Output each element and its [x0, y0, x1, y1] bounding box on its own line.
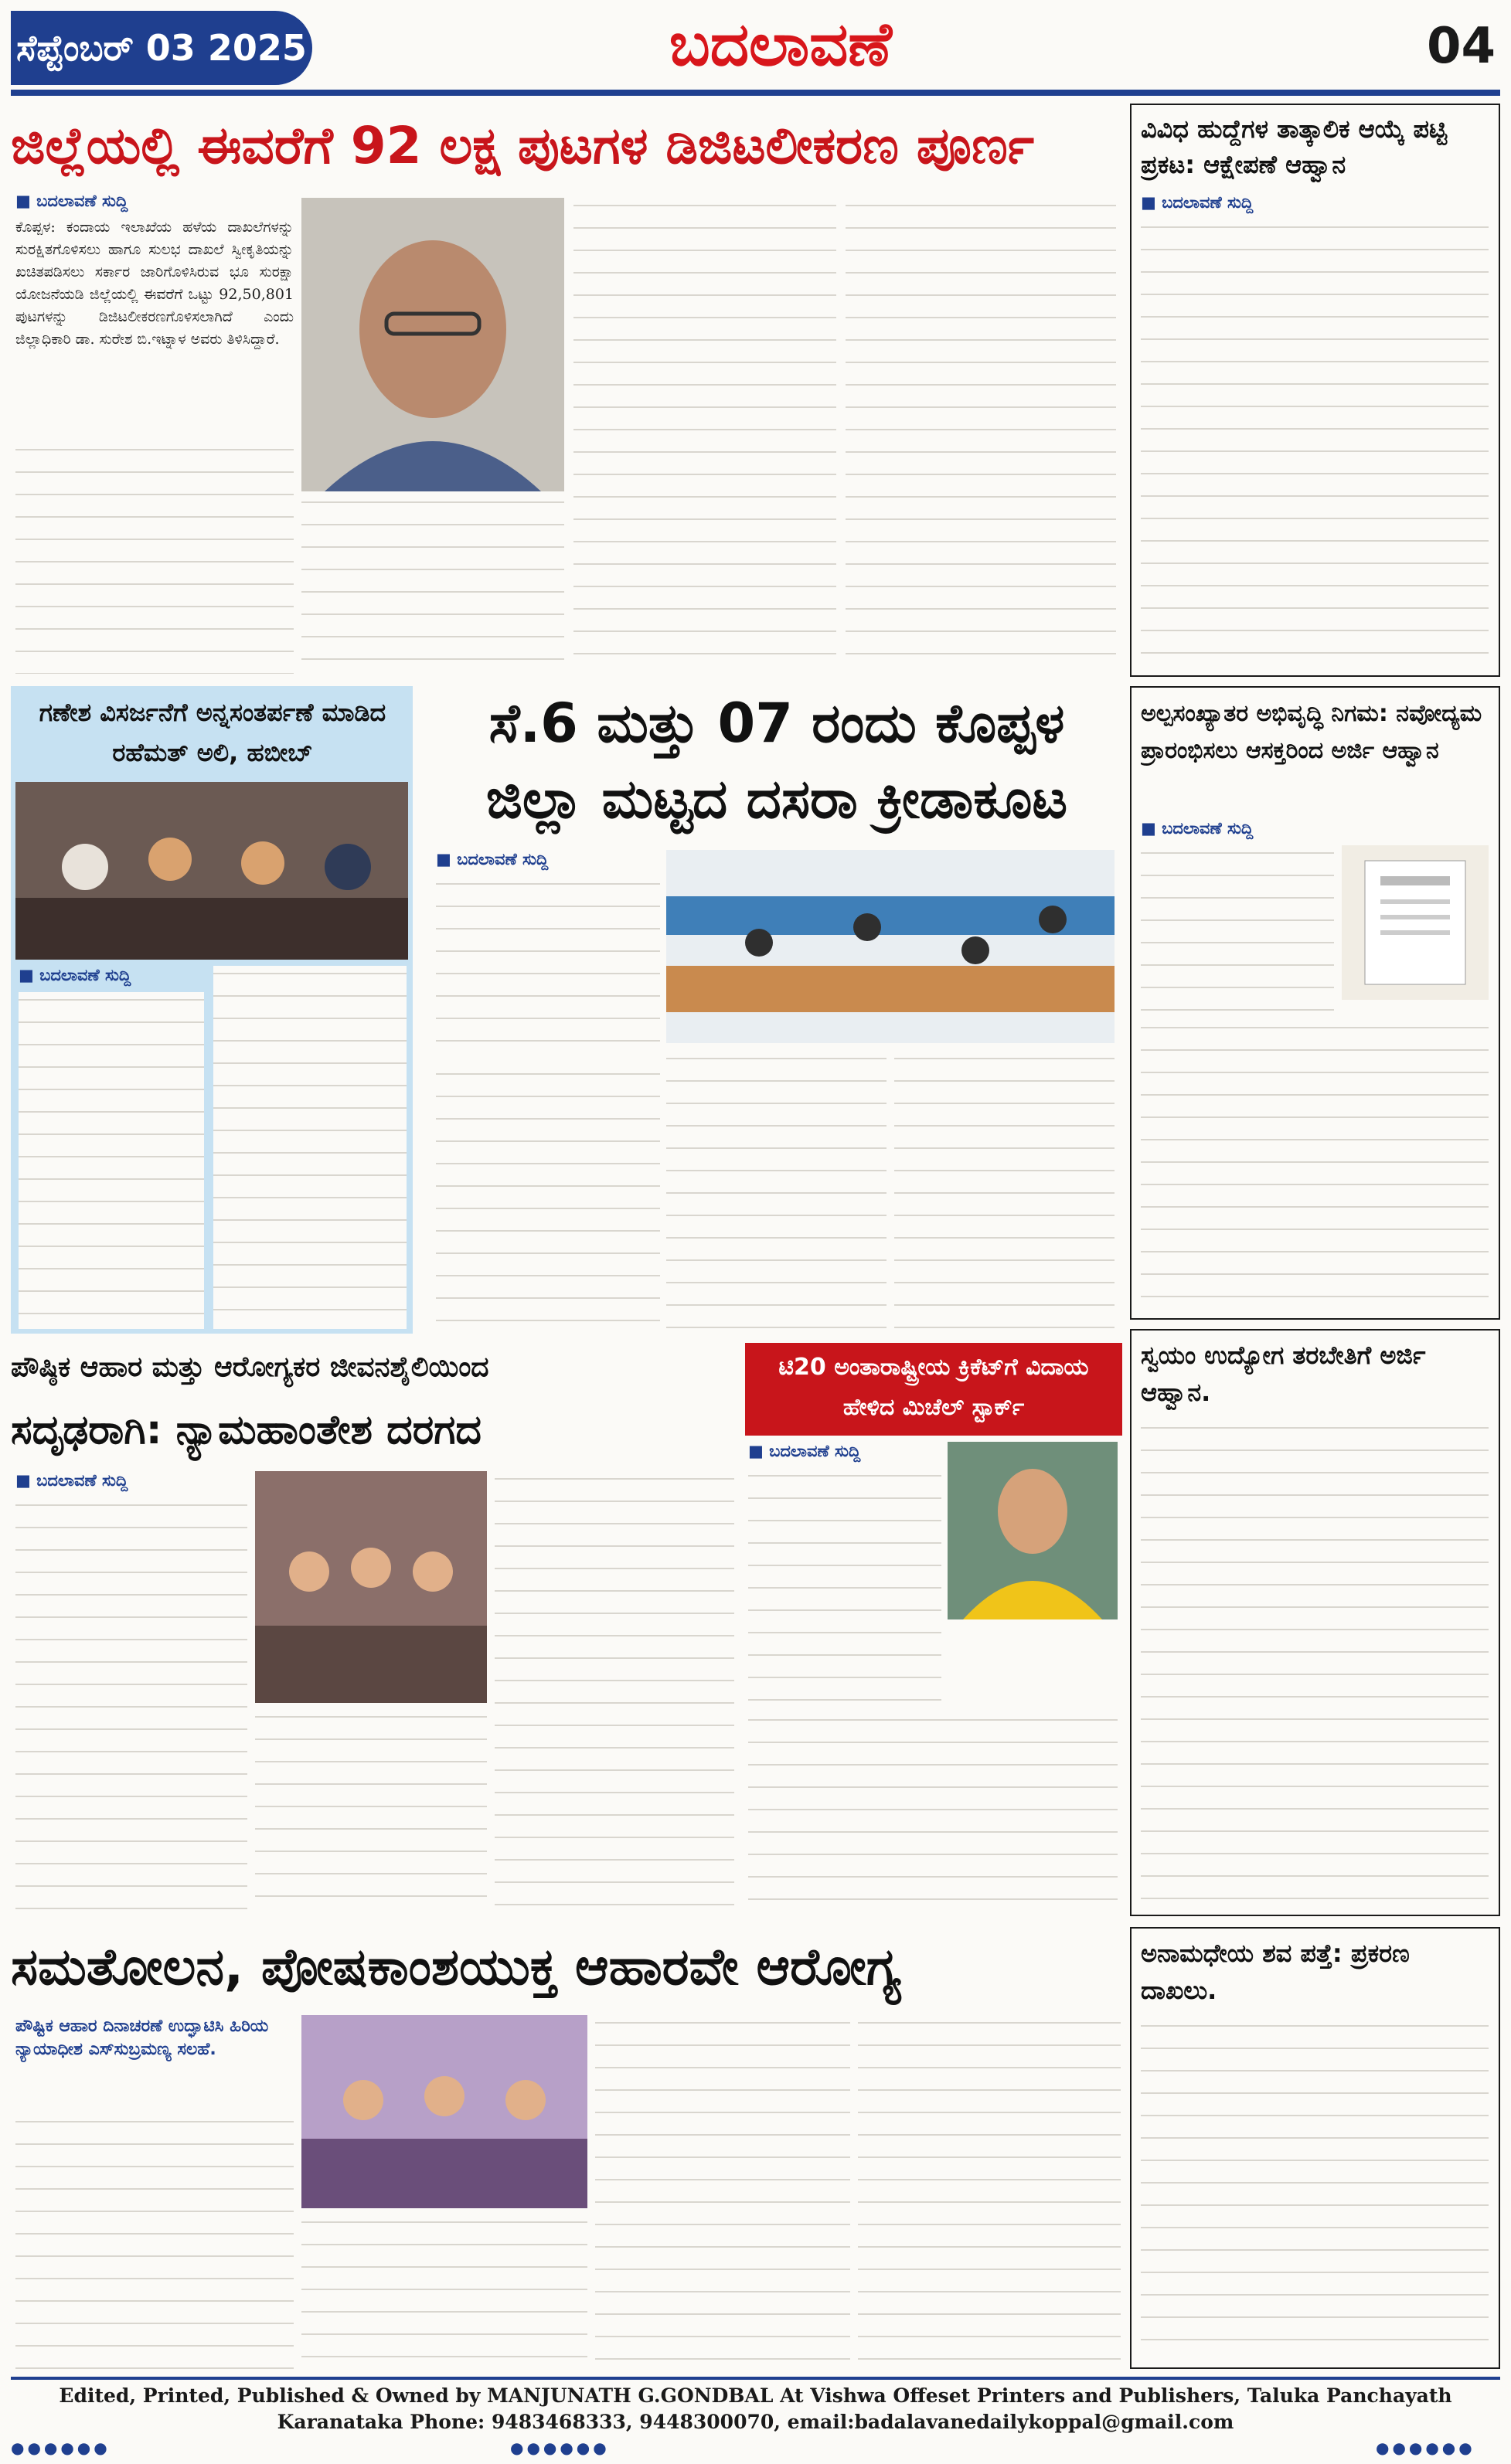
posts-byline: ■ ಬದಲಾವಣೆ ಸುದ್ದಿ [1141, 193, 1254, 212]
article-body-text [15, 2114, 294, 2369]
article-body-text [19, 992, 204, 1329]
ganesha-byline: ■ ಬದಲಾವಣೆ ಸುದ್ದಿ [19, 966, 131, 984]
cricket-byline: ■ ಬದಲಾವಣೆ ಸುದ್ದಿ [748, 1442, 861, 1460]
article-body-text [748, 1468, 941, 1708]
footer-decorative-dots-right: ●●●●●● [1376, 2439, 1475, 2457]
article-body-text [573, 198, 836, 674]
footer-decorative-dots-center: ●●●●●● [510, 2439, 610, 2457]
article-body-text [666, 1051, 887, 1334]
dasara-headline-line-2: ಜಿಲ್ಲಾ ಮಟ್ಟದ ದಸರಾ ಕ್ರೀಡಾಕೂಟ [485, 767, 1068, 831]
digitization-byline: ■ ಬದಲಾವಣೆ ಸುದ್ದಿ [15, 192, 128, 210]
self-employment-headline: ಸ್ವಯಂ ಉದ್ಯೋಗ ತರಬೇತಿಗೆ ಅರ್ಜಿ ಆಹ್ವಾನ. [1141, 1341, 1426, 1407]
article-body-text [301, 2214, 587, 2369]
nutrition-byline: ■ ಬದಲಾವಣೆ ಸುದ್ದಿ [15, 1471, 128, 1490]
digitization-headline: ಜಿಲ್ಲೆಯಲ್ಲಿ ಈವರೆಗೆ 92 ಲಕ್ಷ ಪುಟಗಳ ಡಿಜಿಟಲೀಕರಣ ಪೂರ್ಣ [11, 116, 1034, 175]
corpse-headline: ಅನಾಮಧೇಯ ಶವ ಪತ್ತೆ: ಪ್ರಕರಣ ದಾಖಲು. [1141, 1939, 1410, 2005]
sports-illustration [666, 850, 1115, 1043]
ganesha-headline: ಗಣೇಶ ವಿಸರ್ಜನೆಗೆ ಅನ್ನಸಂತರ್ಪಣೆ ಮಾಡಿದ ರಹೆಮತ್ ಅಲಿ, ಹಬೀಬ್ [39, 698, 386, 767]
article-body-text [858, 2015, 1121, 2369]
article-body-text [846, 198, 1116, 674]
article-body-text [495, 1471, 734, 1915]
digitization-lead: ಕೊಪ್ಪಳ: ಕಂದಾಯ ಇಲಾಖೆಯ ಹಳೆಯ ದಾಖಲೆಗಳನ್ನು ಸುರಕ್ಷಿತಗೊಳಿಸಲು ಹಾಗೂ ಸುಲಭ ದಾಖಲೆ ಸ್ವೀಕೃತಿಯನ್ನು ಖಚಿತಪಡಿಸಲು ಸರ್ಕಾರ ಜಾರಿಗೊಳಿಸಿರುವ ಭೂ ಸುರಕ್ಷಾ ಯೋಜನೆಯಡಿ ಜಿಲ್ಲೆಯಲ್ಲಿ ಈವರೆಗೆ ಒಟ್ಟು 92,50,801 ಪುಟಗಳನ್ನು ಡಿಜಿಟಲೀಕರಣಗೊಳಿಸಲಾಗಿದೆ ಎಂದು ಜಿಲ್ಲಾಧಿಕಾರಿ ಡಾ. ಸುರೇಶ ಬಿ.ಇಟ್ನಾಳ ಅವರು ತಿಳಿಸಿದ್ದಾರೆ. [15, 219, 294, 348]
dasara-headline-line-1: ಸೆ.6 ಮತ್ತು 07 ರಂದು ಕೊಪ್ಪಳ [488, 692, 1065, 755]
page-number: 04 [1426, 18, 1496, 75]
cricket-headline: ಟಿ20 ಅಂತಾರಾಷ್ಟ್ರೀಯ ಕ್ರಿಕೆಟ್‌ಗೆ ವಿದಾಯ ಹೇಳಿದ ಮಿಚೆಲ್ ಸ್ಟಾರ್ಕ್ [778, 1354, 1089, 1421]
footer-rule [11, 2377, 1500, 2380]
nutrition-headline-line-1: ಪೌಷ್ಠಿಕ ಆಹಾರ ಮತ್ತು ಆರೋಗ್ಯಕರ ಜೀವನಶೈಲಿಯಿಂದ [11, 1351, 489, 1383]
issue-date: ಸೆಪ್ಟೆಂಬರ್ 03 2025 [11, 11, 312, 85]
balanced-diet-headline: ಸಮತೋಲನ, ಪೋಷಕಾಂಶಯುಕ್ತ ಆಹಾರವೇ ಆರೋಗ್ಯ [11, 1937, 901, 1997]
article-body-text [436, 1066, 660, 1334]
footer-decorative-dots-left: ●●●●●● [11, 2439, 111, 2457]
minority-headline: ಅಲ್ಪಸಂಖ್ಯಾತರ ಅಭಿವೃದ್ಧಿ ನಿಗಮ: ನವೋದ್ಯಮ ಪ್ರಾರಂಭಿಸಲು ಆಸಕ್ತರಿಂದ ಅರ್ಜಿ ಆಹ್ವಾನ [1141, 700, 1482, 764]
header-rule [11, 90, 1500, 96]
article-body-text [1141, 1020, 1489, 1314]
footer-imprint-line-2: Karanataka Phone: 9483468333, 9448300070, email:badalavanedailykoppal@gmail.com [277, 2411, 1234, 2433]
balanced-diet-subhead: ಪೌಷ್ಟಿಕ ಆಹಾರ ದಿನಾಚರಣೆ ಉದ್ಘಾಟಿಸಿ ಹಿರಿಯ ನ್ಯಾಯಾಧೀಶ ಎಸ್‌ಸುಬ್ರಮಣ್ಯ ಸಲಹೆ. [15, 2017, 269, 2059]
article-body-text [1141, 2018, 1489, 2361]
article-body-text [1141, 219, 1489, 668]
minority-byline: ■ ಬದಲಾವಣೆ ಸುದ್ದಿ [1141, 819, 1254, 838]
article-body-text [15, 1497, 247, 1915]
article-body-text [301, 494, 564, 674]
article-body-text [255, 1709, 487, 1915]
article-body-text [595, 2015, 850, 2369]
nutrition-event-photo [255, 1471, 487, 1703]
diet-event-photo [301, 2015, 587, 2208]
dasara-byline: ■ ಬದಲಾವಣೆ ಸುದ್ದಿ [436, 850, 549, 868]
footer-imprint-line-1: Edited, Printed, Published & Owned by MANJUNATH G.GONDBAL At Vishwa Offeset Printers and Publishers, Taluka Panchayath [59, 2384, 1452, 2407]
notice-form-illustration [1342, 845, 1489, 1000]
article-body-text [894, 1051, 1115, 1334]
newspaper-masthead: ಬದಲಾವಣೆ [669, 10, 893, 80]
official-portrait-photo [301, 198, 564, 491]
cricketer-photo [948, 1442, 1118, 1619]
article-body-text [436, 876, 660, 1059]
article-body-text [748, 1712, 1118, 1915]
ganesha-event-photo [15, 782, 408, 960]
article-body-text [1141, 1420, 1489, 1907]
nutrition-headline-line-2: ಸದೃಢರಾಗಿ: ನ್ಯಾಮಹಾಂತೇಶ ದರಗದ [11, 1407, 482, 1453]
article-body-text [15, 442, 294, 674]
posts-headline: ವಿವಿಧ ಹುದ್ದೆಗಳ ತಾತ್ಕಾಲಿಕ ಆಯ್ಕೆ ಪಟ್ಟಿ ಪ್ರಕಟ: ಆಕ್ಷೇಪಣೆ ಆಹ್ವಾನ [1141, 114, 1448, 179]
article-body-text [213, 966, 407, 1329]
article-body-text [1141, 845, 1334, 1015]
